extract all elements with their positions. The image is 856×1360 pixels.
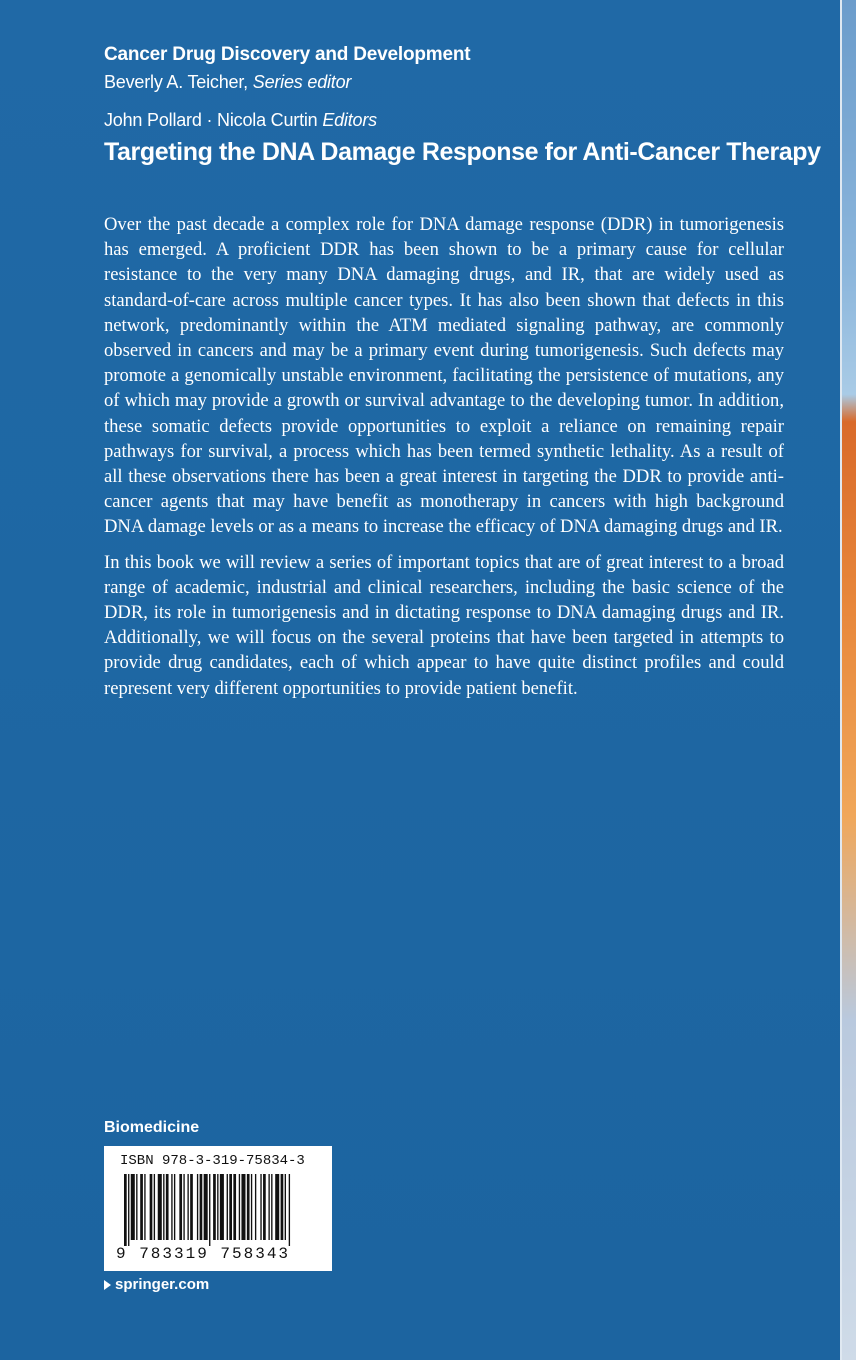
barcode-bar <box>136 1174 137 1240</box>
barcode-bar <box>200 1174 203 1240</box>
editor-names: John Pollard · Nicola Curtin <box>104 110 318 130</box>
barcode-bar <box>247 1174 250 1240</box>
website-label: springer.com <box>115 1276 210 1293</box>
book-title: Targeting the DNA Damage Response for Anti-Cancer Therapy <box>104 138 821 166</box>
barcode-bar <box>241 1174 245 1240</box>
barcode-bar <box>275 1174 279 1240</box>
barcode-bar <box>150 1174 153 1240</box>
spine-divider <box>840 0 842 1360</box>
barcode-bar <box>131 1174 135 1240</box>
series-editor-name: Beverly A. Teicher, <box>104 72 248 92</box>
barcode-bar <box>213 1174 216 1240</box>
barcode-bar <box>271 1174 272 1240</box>
barcode-bar <box>233 1174 236 1240</box>
barcode-bar <box>281 1174 284 1240</box>
barcode-bar <box>263 1174 266 1240</box>
barcode-bar <box>255 1174 256 1240</box>
barcode-bar <box>144 1174 145 1240</box>
barcode-bar <box>239 1174 240 1240</box>
barcode-bar <box>285 1174 286 1240</box>
series-editor-role: Series editor <box>252 72 352 92</box>
barcode-bar <box>209 1174 210 1246</box>
subject-category: Biomedicine <box>104 1119 200 1136</box>
barcode-bar <box>217 1174 218 1240</box>
barcode-bar <box>174 1174 175 1240</box>
description-paragraph-1: Over the past decade a complex role for DNA damage response (DDR) in tumorigenesis has emerged. A proficient DDR has been shown to be a primary cause for cellular resistance to the very many DNA damaging drugs, and IR, that are widely used as standard-of-care across multiple cancer types. It has also been shown that defects in this network, predominantly within the ATM mediated signaling pathway, are commonly observed in cancers and may be a primary event during tumorigenesis. Such defects may promote a genomically unstable environment, facilitating the persistence of mutations, any of which may provide a growth or survival advantage to the developing tumor. In addition, these somatic defects provide opportunities to exploit a reliance on remaining repair pathways for survival, a process which has been termed synthetic lethality. As a result of all these observations there has been a great interest in targeting the DDR to provide anti-cancer agents that may have benefit as monotherapy in cancers with high background DNA damage levels or as a means to increase the efficacy of DNA damaging drugs and IR. <box>104 214 784 538</box>
barcode-bar <box>204 1174 208 1240</box>
barcode-bar <box>179 1174 182 1240</box>
barcode-bars <box>114 1174 322 1246</box>
barcode-bar <box>128 1174 129 1246</box>
barcode-bar <box>227 1174 228 1240</box>
barcode-bar <box>268 1174 269 1240</box>
barcode-bar <box>154 1174 155 1240</box>
book-description <box>104 212 784 711</box>
isbn-label: ISBN 978-3-319-75834-3 <box>120 1153 305 1169</box>
barcode-bar <box>163 1174 164 1240</box>
barcode-bar <box>187 1174 188 1240</box>
barcode-bar <box>140 1174 143 1240</box>
arrow-right-icon <box>104 1280 111 1290</box>
barcode-bar <box>158 1174 162 1240</box>
volume-editors <box>104 110 377 131</box>
isbn-barcode <box>104 1146 332 1271</box>
series-title: Cancer Drug Discovery and Development <box>104 44 471 65</box>
barcode-bar <box>229 1174 232 1240</box>
barcode-bar <box>260 1174 261 1240</box>
barcode-bar <box>166 1174 169 1240</box>
barcode-bar <box>190 1174 193 1240</box>
barcode-bar <box>171 1174 172 1240</box>
publisher-website-link[interactable] <box>104 1276 209 1293</box>
editors-role: Editors <box>322 110 377 130</box>
barcode-bar <box>124 1174 127 1246</box>
barcode-bar <box>197 1174 198 1240</box>
barcode-bar <box>289 1174 290 1246</box>
barcode-bar <box>251 1174 252 1240</box>
description-paragraph-2: In this book we will review a series of important topics that are of great interest to a broad range of academic, industrial and clinical researchers, including the basic science of the DDR, its role in tumorigenesis and in dictating response to DNA damaging drugs and IR. Additionally, we will focus on the several proteins that have been targeted in attempts to provide drug candidates, each of which appear to have quite distinct profiles and could represent very different opportunities to provide patient benefit. <box>104 551 784 699</box>
barcode-digits: 9 783319 758343 <box>116 1245 291 1263</box>
barcode-bar <box>220 1174 224 1240</box>
series-editor <box>104 72 351 93</box>
barcode-bar <box>183 1174 184 1240</box>
spine-edge <box>840 0 856 1360</box>
